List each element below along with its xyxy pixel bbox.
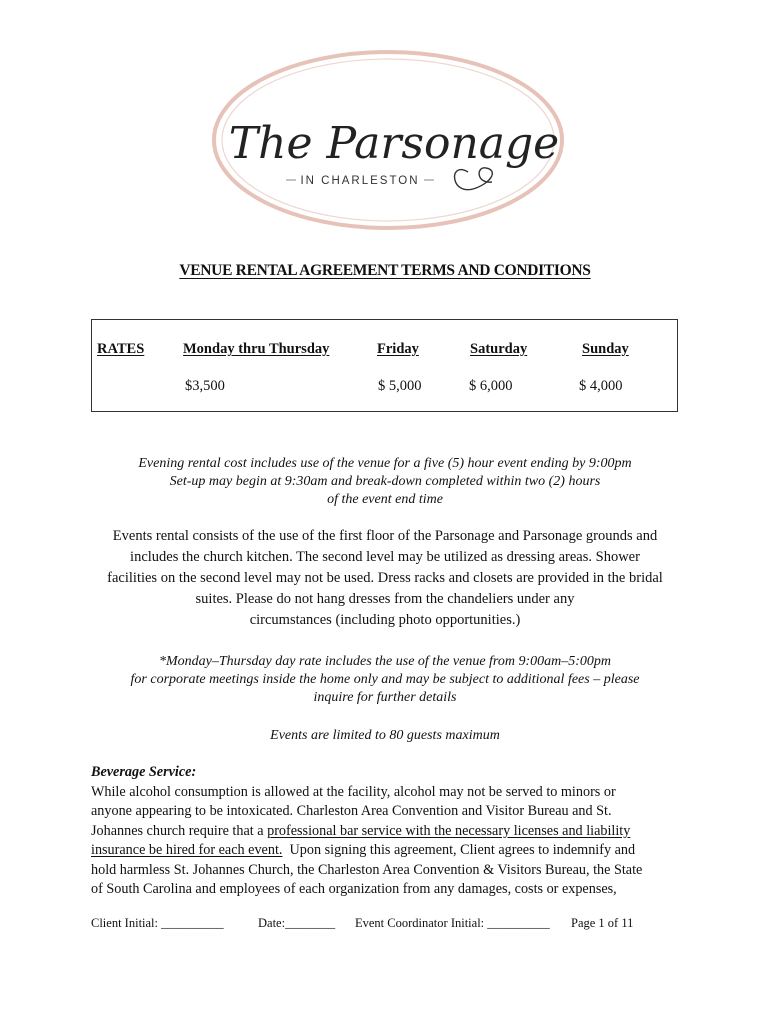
- parsonage-logo: [0, 0, 770, 250]
- beverage-line: [91, 841, 691, 861]
- evening-note-line: of the event end time: [327, 492, 443, 507]
- beverage-line: While alcohol consumption is allowed at the facility, alcohol may not be served to minors or: [91, 783, 616, 800]
- day-rate-line: for corporate meetings inside the home only and may be subject to additional fees – please: [130, 672, 640, 687]
- beverage-service-section: [91, 763, 691, 900]
- rates-price-mon-thu: $3,500: [185, 378, 225, 394]
- rates-table: [91, 319, 678, 412]
- client-initial-field: Client Initial: __________: [91, 916, 224, 930]
- logo-flourish-icon: [455, 168, 493, 190]
- beverage-line-text: Johannes church require that a: [91, 822, 268, 839]
- evening-note-line: Set-up may begin at 9:30am and break-down completed within two (2) hours: [169, 474, 601, 489]
- document-title-text: VENUE RENTAL AGREEMENT TERMS AND CONDITIONS: [179, 262, 591, 279]
- beverage-heading: Beverage Service:: [91, 764, 197, 780]
- bar-service-requirement-cont: insurance be hired for each event.: [91, 842, 283, 858]
- date-field: Date:________: [258, 916, 336, 930]
- rates-price-saturday: $ 6,000: [469, 378, 513, 394]
- beverage-line: [91, 822, 691, 842]
- day-rate-line: inquire for further details: [313, 690, 457, 705]
- evening-rental-note: [40, 455, 730, 509]
- beverage-line: hold harmless St. Johannes Church, the Charleston Area Convention & Visitors Bureau, the State: [91, 861, 643, 878]
- day-rate-line: *Monday–Thursday day rate includes the use of the venue from 9:00am–5:00pm: [158, 654, 612, 669]
- coordinator-initial-field: Event Coordinator Initial: __________: [355, 916, 550, 930]
- events-para-line: suites. Please do not hang dresses from the chandeliers under any: [195, 591, 575, 607]
- beverage-line: anyone appearing to be intoxicated. Charleston Area Convention and Visitor Bureau and St.: [91, 803, 612, 819]
- day-rate-note: [40, 653, 730, 707]
- events-para-line: facilities on the second level may not be used. Dress racks and closets are provided in the bridal: [107, 570, 663, 586]
- rates-header-saturday: Saturday: [470, 341, 528, 357]
- rates-header-sunday: Sunday: [582, 341, 629, 357]
- logo-name: The Parsonage: [228, 118, 560, 169]
- events-para-line: includes the church kitchen. The second level may be utilized as dressing areas. Shower: [130, 549, 640, 565]
- guest-limit-note: Events are limited to 80 guests maximum: [270, 728, 500, 743]
- page-number: Page 1 of 11: [571, 916, 634, 930]
- events-rental-paragraph: [60, 526, 710, 631]
- evening-note-line: Evening rental cost includes use of the venue for a five (5) hour event ending by 9:00pm: [138, 456, 632, 471]
- document-title: [0, 262, 770, 280]
- beverage-line-text: Upon signing this agreement, Client agrees to indemnify and: [282, 842, 636, 858]
- events-para-line: circumstances (including photo opportunities.): [249, 612, 521, 628]
- bar-service-requirement: professional bar service with the necessary licenses and liability: [267, 822, 631, 839]
- rates-price-sunday: $ 4,000: [579, 378, 623, 394]
- rates-header-friday: Friday: [377, 341, 419, 357]
- logo-subtitle: IN CHARLESTON: [300, 175, 420, 187]
- rates-price-friday: $ 5,000: [378, 378, 422, 394]
- rates-header-mon-thu: Monday thru Thursday: [183, 341, 330, 357]
- rates-label: RATES: [97, 341, 145, 357]
- events-para-line: Events rental consists of the use of the first floor of the Parsonage and Parsonage grounds and: [112, 528, 658, 544]
- beverage-line: of South Carolina and employees of each organization from any damages, costs or expenses,: [91, 881, 617, 897]
